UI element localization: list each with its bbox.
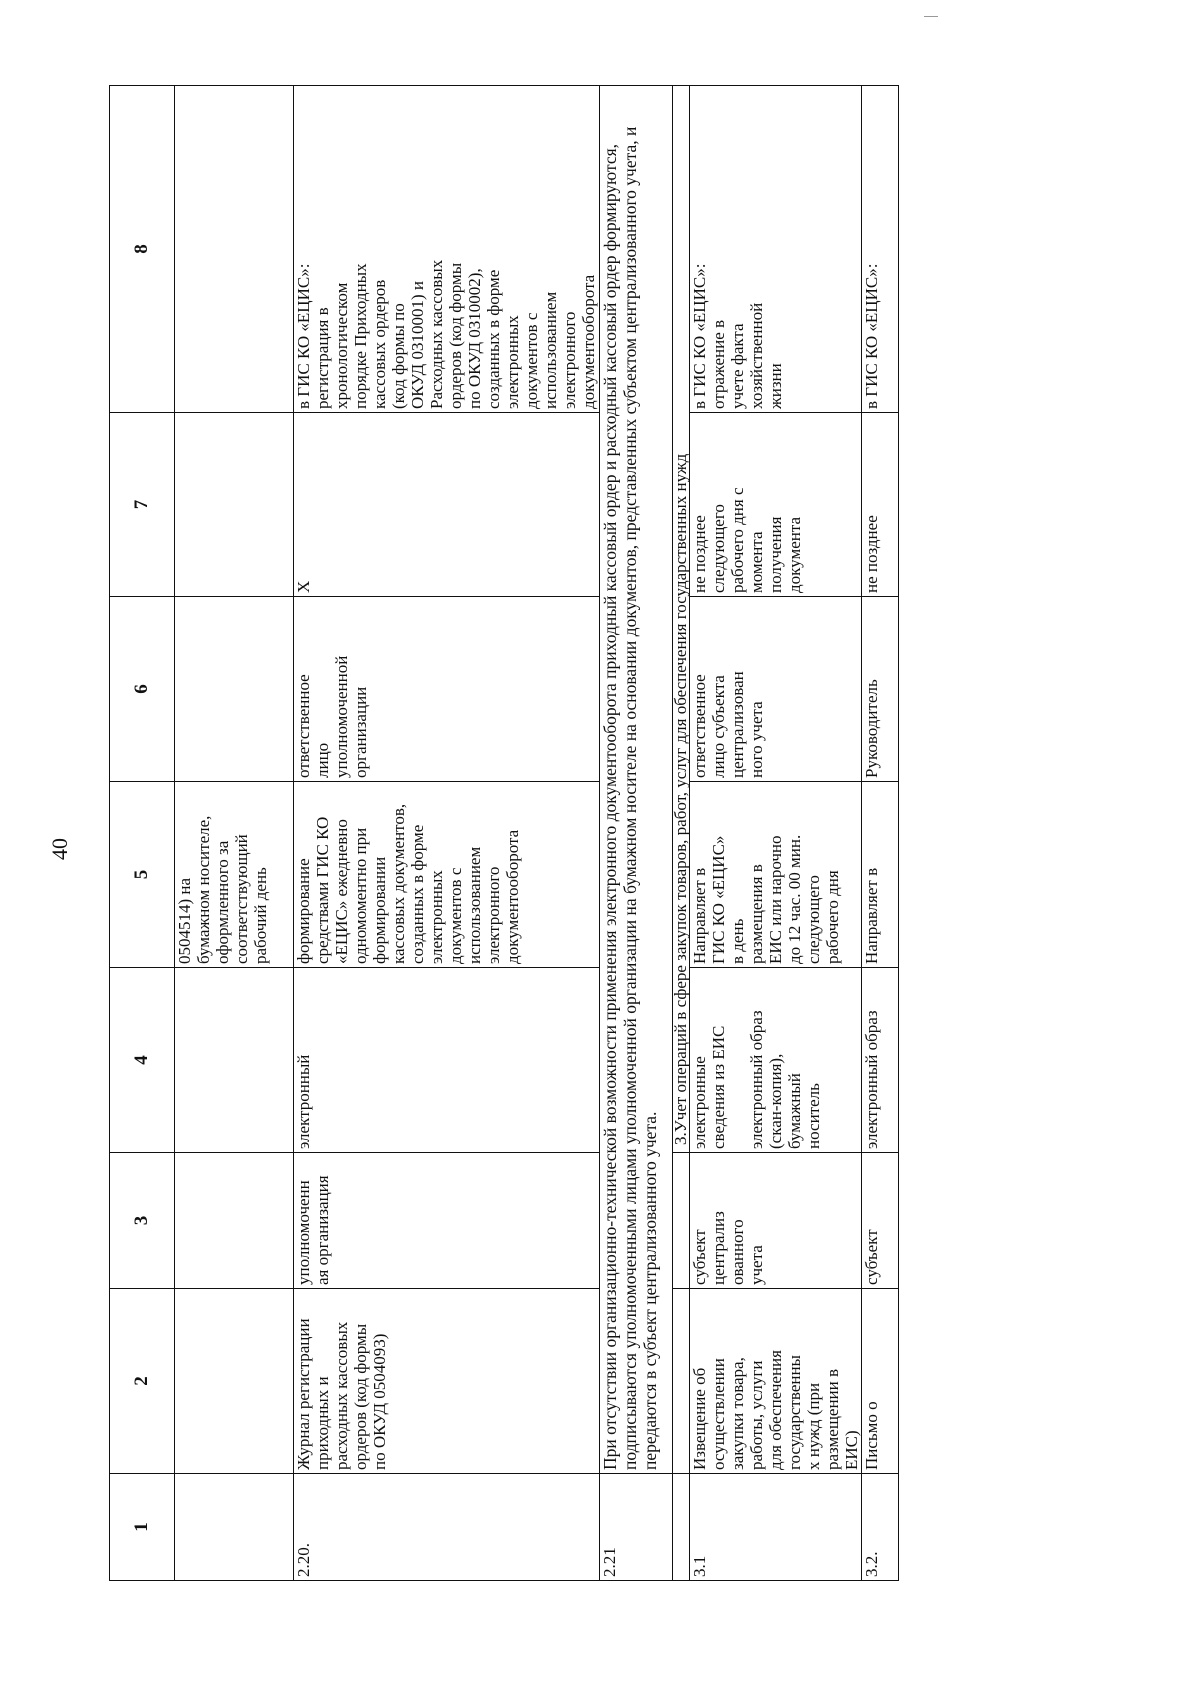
col-header-6: 6 bbox=[110, 597, 175, 782]
scan-artifact-dash bbox=[924, 16, 938, 17]
cell-empty bbox=[175, 1289, 294, 1474]
table-row-3-1 bbox=[689, 86, 861, 1581]
cell-empty bbox=[175, 968, 294, 1153]
cell-empty bbox=[672, 1289, 689, 1474]
cell-document-name: Журнал регистрации приходных и расходных кассовых ордеров (код формы по ОКУД 0504093) bbox=[294, 1289, 600, 1474]
cell-responsible: Руководитель bbox=[861, 597, 898, 782]
table-row-2-21 bbox=[599, 86, 672, 1581]
procedures-table bbox=[109, 85, 899, 1581]
cell-deadline: Направляет в bbox=[861, 782, 898, 968]
cell-merged-note: При отсутствии организационно-технической возможности применения электронного документооборота приходный кассовый ордер и расходный кассовый ордер формируются, подписываются уполномоченными лицами уполномоченной организации на бумажном носителе на основании документов, представленных субъектом централизованного учета, и передаются в субъект централизованного учета. bbox=[599, 86, 672, 1474]
cell-row-number: 2.21 bbox=[599, 1474, 672, 1581]
cell-term: не позднее следующего рабочего дня с момента получения документа bbox=[689, 413, 861, 597]
cell-term: Х bbox=[294, 413, 600, 597]
cell-responsible: ответственное лицо уполномоченной организации bbox=[294, 597, 600, 782]
table-row-3-2 bbox=[861, 86, 898, 1581]
cell-row-number: 2.20. bbox=[294, 1474, 600, 1581]
cell-deadline: формирование средствами ГИС КО «ЕЦИС» ежедневно одномоментно при формировании кассовых документов, созданных в форме электронных документов с использованием электронного документооборота bbox=[294, 782, 600, 968]
cell-empty bbox=[175, 597, 294, 782]
header-row bbox=[110, 86, 175, 1581]
cell-empty bbox=[175, 86, 294, 413]
col-header-4: 4 bbox=[110, 968, 175, 1153]
section-header-row bbox=[672, 86, 689, 1581]
cell-form: электронный bbox=[294, 968, 600, 1153]
cell-registration: в ГИС КО «ЕЦИС»: регистрация в хронологическом порядке Приходных кассовых ордеров (код формы по ОКУД 0310001) и Расходных кассовых ордеров (код формы по ОКУД 0310002), созданных в форме электронных документов с использованием электронного документооборота bbox=[294, 86, 600, 413]
cell-empty bbox=[672, 1153, 689, 1289]
col-header-2: 2 bbox=[110, 1289, 175, 1474]
cell-registration: в ГИС КО «ЕЦИС»: bbox=[861, 86, 898, 413]
page-number: 40 bbox=[47, 838, 72, 860]
cell-registration: в ГИС КО «ЕЦИС»: отражение в учете факта хозяйственной жизни bbox=[689, 86, 861, 413]
cell-responsible: ответственное лицо субъекта централизован ного учета bbox=[689, 597, 861, 782]
cell-document-name: Письмо о bbox=[861, 1289, 898, 1474]
col-header-8: 8 bbox=[110, 86, 175, 413]
cell-form: электронные сведения из ЕИС электронный образ (скан-копия), бумажный носитель bbox=[689, 968, 861, 1153]
col-header-3: 3 bbox=[110, 1153, 175, 1289]
cell-creator: уполномоченн ая организация bbox=[294, 1153, 600, 1289]
cell-empty bbox=[175, 1474, 294, 1581]
cell-creator: субъект bbox=[861, 1153, 898, 1289]
section-3-title bbox=[672, 86, 689, 1153]
cell-empty bbox=[175, 413, 294, 597]
table-row-continuation bbox=[175, 86, 294, 1581]
cell-deadline-continued: 0504514) на бумажном носителе, оформленного за соответствующий рабочий день bbox=[175, 782, 294, 968]
cell-document-name: Извещение об осуществлении закупки товара, работы, услуги для обеспечения государственны х нужд (при размещении в ЕИС) bbox=[689, 1289, 861, 1474]
rotated-page-content bbox=[109, 86, 1135, 1581]
cell-deadline: Направляет в ГИС КО «ЕЦИС» в день размещения в ЕИС или нарочно до 12 час. 00 мин. следующего рабочего дня bbox=[689, 782, 861, 968]
col-header-5: 5 bbox=[110, 782, 175, 968]
col-header-7: 7 bbox=[110, 413, 175, 597]
section-title-text: 3.Учет операций в сфере закупок товаров, работ, услуг для обеспечения государственных нужд bbox=[670, 453, 690, 1145]
cell-row-number: 3.2. bbox=[861, 1474, 898, 1581]
cell-empty bbox=[175, 1153, 294, 1289]
cell-form: электронный образ bbox=[861, 968, 898, 1153]
table-row-2-20 bbox=[294, 86, 600, 1581]
cell-creator: субъект централиз ованного учета bbox=[689, 1153, 861, 1289]
cell-term: не позднее bbox=[861, 413, 898, 597]
cell-row-number: 3.1 bbox=[689, 1474, 861, 1581]
cell-empty bbox=[672, 1474, 689, 1581]
col-header-1: 1 bbox=[110, 1474, 175, 1581]
